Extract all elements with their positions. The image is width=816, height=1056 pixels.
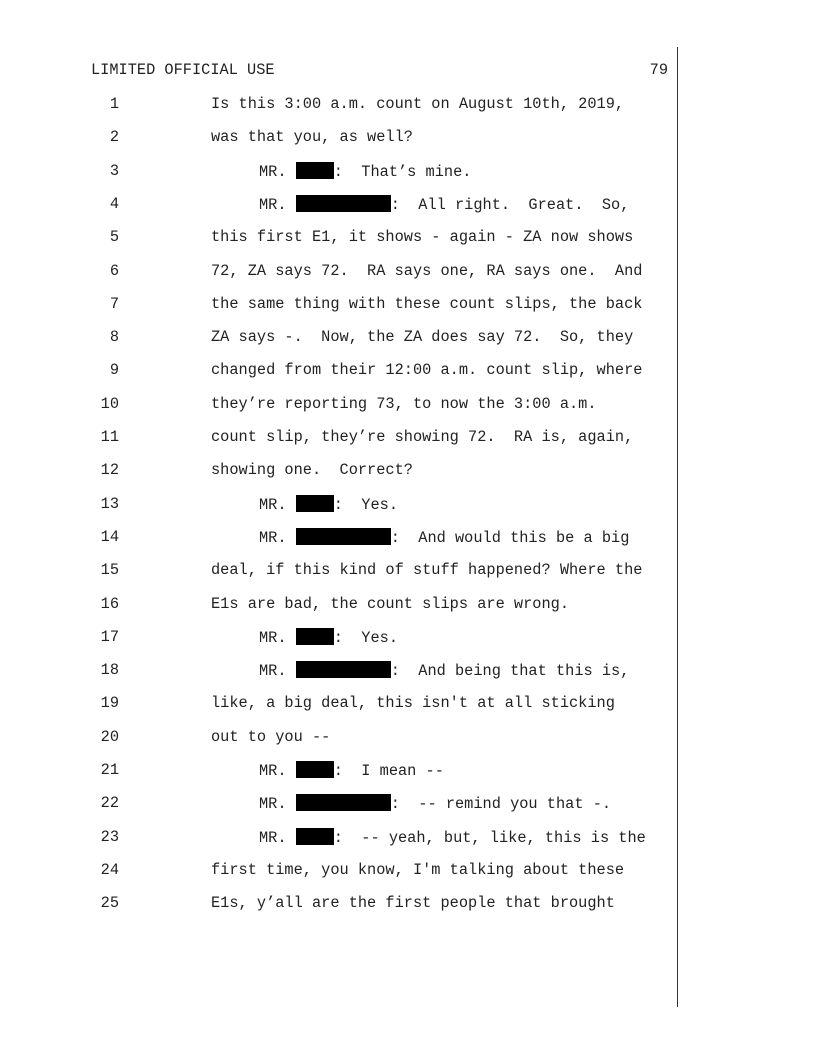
- line-text: [211, 128, 413, 146]
- line-number: 22: [100, 794, 119, 813]
- redaction-box: [296, 162, 334, 179]
- redaction-box: [296, 828, 334, 845]
- line-text: [259, 528, 629, 547]
- transcript-line: [0, 95, 680, 117]
- line-number: 7: [109, 294, 119, 313]
- redaction-box: [296, 628, 334, 645]
- transcript-line: [0, 162, 680, 184]
- transcript-line: [0, 628, 680, 650]
- speech-text: 72, ZA says 72. RA says one, RA says one. And: [211, 261, 643, 280]
- transcript-line: [0, 595, 680, 617]
- line-text: [211, 894, 615, 912]
- line-number: 8: [109, 328, 119, 347]
- classification-header: LIMITED OFFICIAL USE: [91, 61, 275, 79]
- transcript-line: [0, 328, 680, 350]
- line-text: [211, 461, 413, 479]
- line-text: [211, 561, 642, 579]
- line-text: [259, 628, 398, 647]
- line-text: [211, 361, 642, 379]
- line-number: 5: [109, 228, 119, 247]
- line-text: [259, 661, 629, 680]
- speaker-label: MR.: [259, 762, 287, 780]
- speaker-colon: :: [390, 662, 419, 681]
- line-number: 12: [100, 461, 119, 480]
- speech-text: -- remind you that -.: [418, 795, 612, 814]
- line-text: [211, 428, 633, 446]
- transcript-line: [0, 262, 680, 284]
- speaker-label: MR.: [259, 528, 287, 547]
- speech-text: Is this 3:00 a.m. count on August 10th, 2019,: [211, 95, 625, 113]
- line-text: [259, 195, 629, 214]
- speech-text: And would this be a big: [418, 528, 630, 547]
- speech-text: was that you, as well?: [211, 128, 413, 147]
- speech-text: -- yeah, but, like, this is the: [361, 828, 646, 847]
- redaction-box: [296, 761, 334, 778]
- speech-text: Yes.: [361, 495, 398, 514]
- line-number: 17: [100, 627, 119, 646]
- line-number: 18: [100, 661, 119, 680]
- page-number: 79: [649, 61, 668, 79]
- line-text: [211, 95, 624, 113]
- line-number: 13: [100, 494, 119, 513]
- line-number: 6: [109, 261, 119, 280]
- speaker-colon: :: [333, 828, 362, 847]
- line-text: [259, 162, 471, 181]
- line-number: 25: [100, 894, 119, 913]
- transcript-line: [0, 861, 680, 883]
- speaker-colon: :: [333, 628, 362, 647]
- line-number: 20: [100, 727, 119, 746]
- line-number: 19: [100, 694, 119, 713]
- speaker-colon: :: [333, 762, 362, 780]
- speaker-label: MR.: [259, 162, 287, 181]
- speech-text: out to you --: [211, 727, 331, 746]
- speaker-colon: :: [390, 528, 419, 547]
- speech-text: like, a big deal, this isn't at all sticking: [211, 694, 615, 713]
- line-number: 21: [100, 761, 119, 779]
- transcript-line: [0, 661, 680, 683]
- line-text: [259, 761, 444, 780]
- transcript-line: [0, 794, 680, 816]
- speaker-colon: :: [390, 795, 419, 814]
- redaction-box: [296, 195, 391, 212]
- line-number: 23: [100, 827, 119, 846]
- line-number: 2: [109, 128, 119, 147]
- line-text: [259, 828, 646, 847]
- line-text: [211, 728, 330, 746]
- speech-text: That’s mine.: [361, 162, 472, 181]
- speech-text: E1s, y’all are the first people that brought: [211, 894, 615, 913]
- line-number: 3: [109, 161, 119, 180]
- line-number: 11: [100, 428, 119, 446]
- speech-text: I mean --: [361, 762, 444, 780]
- line-text: [211, 328, 633, 346]
- speaker-label: MR.: [259, 495, 287, 514]
- redaction-box: [296, 528, 391, 545]
- transcript-line: [0, 728, 680, 750]
- speaker-colon: :: [333, 162, 362, 181]
- line-text: [211, 861, 624, 879]
- line-text: [211, 694, 615, 712]
- line-text: [211, 395, 597, 413]
- speaker-label: MR.: [259, 195, 287, 214]
- speech-text: And being that this is,: [418, 662, 630, 681]
- line-number: 16: [100, 594, 119, 613]
- line-text: [211, 262, 642, 280]
- transcript-line: [0, 894, 680, 916]
- speaker-label: MR.: [259, 828, 287, 847]
- transcript-line: [0, 461, 680, 483]
- transcript-line: [0, 295, 680, 317]
- line-text: [259, 495, 398, 514]
- transcript-line: [0, 128, 680, 150]
- transcript-line: [0, 195, 680, 217]
- line-number: 10: [100, 394, 119, 413]
- transcript-line: [0, 428, 680, 450]
- speaker-label: MR.: [259, 662, 287, 681]
- line-number: 24: [100, 860, 119, 879]
- speech-text: count slip, they’re showing 72. RA is, again,: [211, 428, 634, 446]
- transcript-line: [0, 561, 680, 583]
- speech-text: first time, you know, I'm talking about these: [211, 860, 625, 879]
- transcript-line: [0, 228, 680, 250]
- line-number: 1: [109, 95, 119, 113]
- transcript-line: [0, 395, 680, 417]
- speech-text: the same thing with these count slips, the back: [211, 294, 643, 313]
- speech-text: showing one. Correct?: [211, 461, 413, 480]
- speech-text: ZA says -. Now, the ZA does say 72. So, they: [211, 328, 634, 347]
- line-text: [211, 295, 642, 313]
- transcript-line: [0, 495, 680, 517]
- transcript-line: [0, 694, 680, 716]
- redaction-box: [296, 794, 391, 811]
- speech-text: E1s are bad, the count slips are wrong.: [211, 594, 570, 613]
- line-number: 14: [100, 527, 119, 546]
- transcript-line: [0, 761, 680, 783]
- speech-text: they’re reporting 73, to now the 3:00 a.m.: [211, 394, 597, 413]
- line-number: 15: [100, 561, 119, 580]
- speech-text: Yes.: [361, 628, 398, 647]
- speaker-colon: :: [333, 495, 362, 514]
- redaction-box: [296, 495, 334, 512]
- speaker-label: MR.: [259, 795, 287, 814]
- line-text: [259, 794, 611, 813]
- line-number: 9: [109, 361, 119, 380]
- line-text: [211, 228, 633, 246]
- speaker-colon: :: [390, 195, 419, 214]
- speech-text: deal, if this kind of stuff happened? Where the: [211, 561, 643, 580]
- speaker-label: MR.: [259, 628, 287, 647]
- transcript-line: [0, 361, 680, 383]
- line-number: 4: [109, 194, 119, 213]
- line-text: [211, 595, 569, 613]
- speech-text: changed from their 12:00 a.m. count slip, where: [211, 361, 643, 380]
- transcript-line: [0, 528, 680, 550]
- speech-text: this first E1, it shows - again - ZA now shows: [211, 228, 634, 247]
- speech-text: All right. Great. So,: [418, 195, 630, 214]
- transcript-line: [0, 828, 680, 850]
- redaction-box: [296, 661, 391, 678]
